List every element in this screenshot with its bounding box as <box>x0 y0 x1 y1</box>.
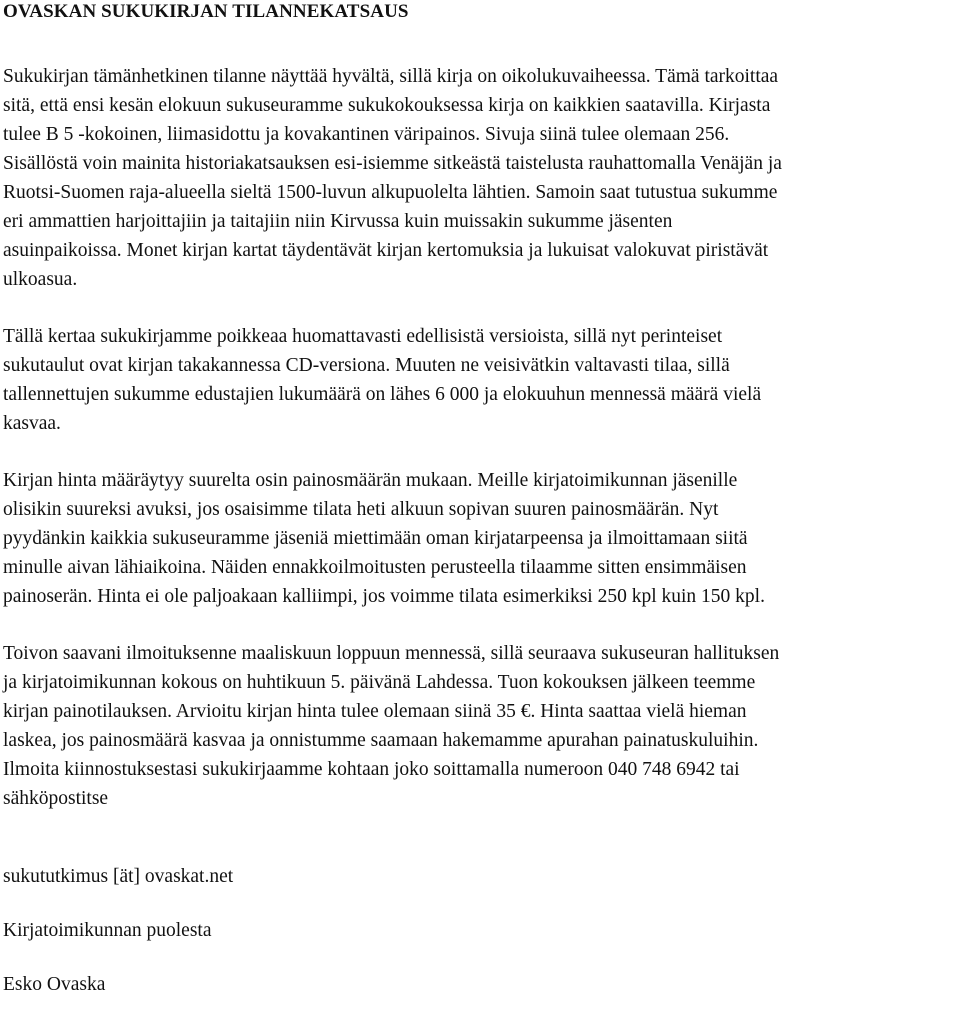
paragraph-book-status <box>3 62 958 294</box>
text-line: minulle aivan lähiaikoina. Näiden ennakkoilmoitusten perusteella tilaamme sitten ensimmäisen <box>3 557 747 578</box>
text-line: tallennettujen sukumme edustajien lukumäärä on lähes 6 000 ja elokuuhun mennessä määrä vielä <box>3 384 762 405</box>
text-line: ja kirjatoimikunnan kokous on huhtikuun 5. päivänä Lahdessa. Tuon kokouksen jälkeen teemme <box>3 672 756 693</box>
text-line: ulkoasua. <box>3 269 78 290</box>
text-line: Ruotsi-Suomen raja-alueella sieltä 1500-luvun alkupuolelta lähtien. Samoin saat tutustua sukumme <box>3 182 778 203</box>
signature-line: Kirjatoimikunnan puolesta <box>3 920 212 941</box>
text-line: sähköpostitse <box>3 788 109 809</box>
text-line: Sukukirjan tämänhetkinen tilanne näyttää hyvältä, sillä kirja on oikolukuvaiheessa. Tämä tarkoittaa <box>3 66 779 87</box>
text-line: Tällä kertaa sukukirjamme poikkeaa huomattavasti edellisistä versioista, sillä nyt perinteiset <box>3 326 723 347</box>
text-line: olisikin suureksi avuksi, jos osaisimme tilata heti alkuun sopivan suuren painosmäärän. Nyt <box>3 499 719 520</box>
document-title: OVASKAN SUKUKIRJAN TILANNEKATSAUS <box>3 1 409 22</box>
contact-email: sukututkimus [ät] ovaskat.net <box>3 866 234 887</box>
text-line: painoserän. Hinta ei ole paljoakaan kalliimpi, jos voimme tilata esimerkiksi 250 kpl kuin 150 kpl. <box>3 586 765 607</box>
text-line: pyydänkin kaikkia sukuseuramme jäseniä miettimään oman kirjatarpeensa ja ilmoittamaan siitä <box>3 528 748 549</box>
paragraph-price <box>3 466 958 611</box>
paragraph-ordering <box>3 639 958 813</box>
text-line: laskea, jos painosmäärä kasvaa ja onnistumme saamaan hakemamme apurahan painatuskuluihin. <box>3 730 759 751</box>
text-line: asuinpaikoissa. Monet kirjan kartat täydentävät kirjan kertomuksia ja lukuisat valokuvat piristävät <box>3 240 769 261</box>
document <box>3 0 958 1017</box>
text-line: Kirjan hinta määräytyy suurelta osin painosmäärän mukaan. Meille kirjatoimikunnan jäsenille <box>3 470 738 491</box>
text-line: sitä, että ensi kesän elokuun sukuseuramme sukukokouksessa kirja on kaikkien saatavilla. Kirjasta <box>3 95 771 116</box>
text-line: tulee B 5 -kokoinen, liimasidottu ja kovakantinen väripainos. Sivuja siinä tulee olemaan 256. <box>3 124 730 145</box>
text-line: eri ammattien harjoittajiin ja taitajiin niin Kirvussa kuin muissakin sukumme jäsenten <box>3 211 673 232</box>
text-line: sukutaulut ovat kirjan takakannessa CD-versiona. Muuten ne veisivätkin valtavasti tilaa, sillä <box>3 355 730 376</box>
text-line: Sisällöstä voin mainita historiakatsauksen esi-isiemme sitkeästä taistelusta rauhattomalla Venäjän ja <box>3 153 782 174</box>
signature-name: Esko Ovaska <box>3 974 106 995</box>
text-line: Ilmoita kiinnostuksestasi sukukirjaamme kohtaan joko soittamalla numeroon 040 748 6942 tai <box>3 759 740 780</box>
text-line: kasvaa. <box>3 413 61 434</box>
paragraph-cd-version <box>3 322 958 438</box>
text-line: Toivon saavani ilmoituksenne maaliskuun loppuun mennessä, sillä seuraava sukuseuran hallituksen <box>3 643 780 664</box>
text-line: kirjan painotilauksen. Arvioitu kirjan hinta tulee olemaan siinä 35 €. Hinta saattaa vielä hieman <box>3 701 747 722</box>
